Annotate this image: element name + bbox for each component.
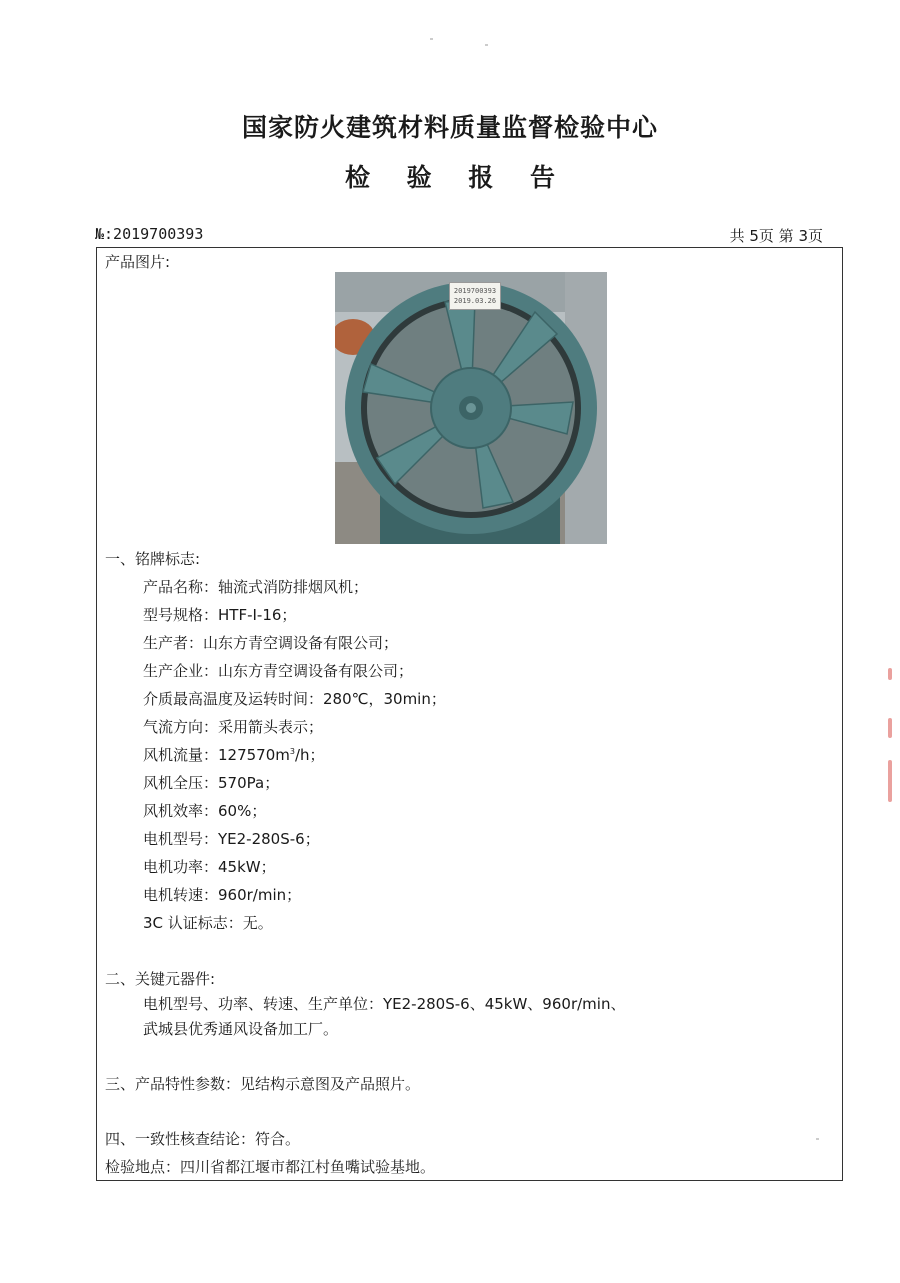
axial-fan-image <box>335 272 607 544</box>
product-photo-label: 产品图片: <box>105 253 171 271</box>
flow-text: 风机流量：127570m <box>143 746 290 764</box>
section1-heading: 一、铭牌标志: <box>105 550 201 568</box>
nameplate-item-flow <box>143 744 325 765</box>
photo-tag-date: 2019.03.26 <box>453 297 497 305</box>
nameplate-item: 生产者：山东方青空调设备有限公司； <box>143 634 399 652</box>
flow-superscript: 3 <box>289 747 295 756</box>
flow-suffix: /h； <box>294 746 325 764</box>
nameplate-item: 气流方向：采用箭头表示； <box>143 718 324 736</box>
org-title: 国家防火建筑材料质量监督检验中心 <box>241 113 658 142</box>
product-photo <box>335 272 607 544</box>
nameplate-item: 电机转速：960r/min； <box>143 886 302 904</box>
photo-sample-tag <box>449 282 501 310</box>
nameplate-item: 风机效率：60%； <box>143 802 267 820</box>
scan-speck <box>430 38 433 40</box>
seal-edge-mark <box>888 668 892 680</box>
section2-heading: 二、关键元器件: <box>105 970 216 988</box>
nameplate-item: 风机全压：570Pa； <box>143 774 280 792</box>
report-title: 检 验 报 告 <box>344 163 570 192</box>
report-number: №:2019700393 <box>95 225 204 243</box>
nameplate-item: 电机功率：45kW； <box>143 858 276 876</box>
page-info: 共 5页 第 3页 <box>729 227 823 245</box>
seal-edge-mark <box>888 760 892 802</box>
scan-speck <box>485 44 488 46</box>
test-location: 检验地点：四川省都江堰市都江村鱼嘴试验基地。 <box>105 1158 436 1176</box>
nameplate-item: 3C 认证标志：无。 <box>143 914 273 932</box>
scan-speck <box>816 1138 819 1140</box>
nameplate-item: 生产企业：山东方青空调设备有限公司； <box>143 662 414 680</box>
section4-text: 四、一致性核查结论：符合。 <box>105 1130 301 1148</box>
key-components-line: 电机型号、功率、转速、生产单位：YE2-280S-6、45kW、960r/min、 <box>143 995 626 1013</box>
photo-tag-number: 2019700393 <box>453 287 497 295</box>
nameplate-item: 介质最高温度及运转时间：280℃，30min； <box>143 690 446 708</box>
nameplate-item: 电机型号：YE2-280S-6； <box>143 830 320 848</box>
key-components-line: 武城县优秀通风设备加工厂。 <box>143 1020 339 1038</box>
section3-text: 三、产品特性参数：见结构示意图及产品照片。 <box>105 1075 421 1093</box>
nameplate-item: 型号规格：HTF-I-16； <box>143 606 297 624</box>
nameplate-item: 产品名称：轴流式消防排烟风机； <box>143 578 369 596</box>
seal-edge-mark <box>888 718 892 738</box>
